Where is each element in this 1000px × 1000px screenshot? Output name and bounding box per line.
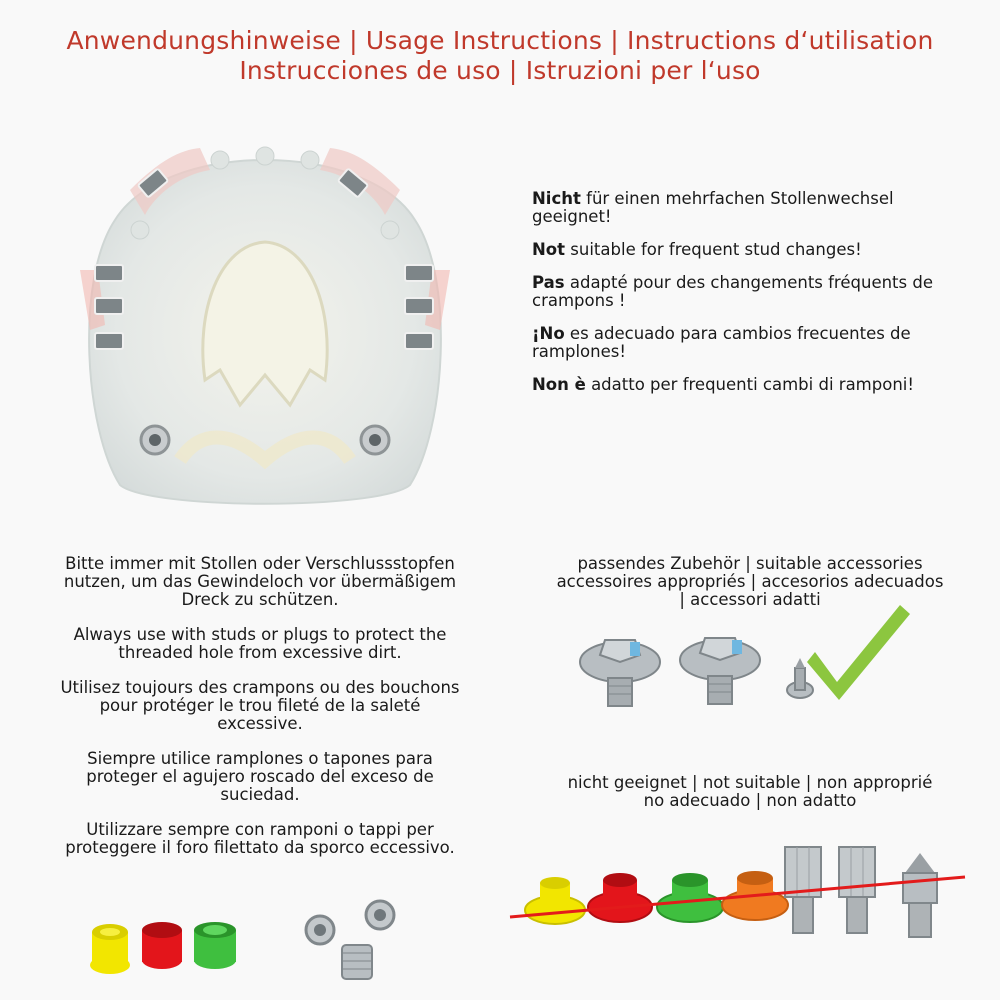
usage-de: Bitte immer mit Stollen oder Verschlussstopfen nutzen, um das Gewindeloch vor übermäßigem Dreck zu schützen. (63, 554, 457, 609)
plug-image (525, 877, 585, 924)
usage-es: Siempre utilice ramplones o tapones para proteger el agujero roscado del exceso de suciedad. (86, 749, 434, 804)
usage-it: Utilizzare sempre con ramponi o tappi per proteggere il foro filettato da sporco eccessivo. (65, 820, 455, 857)
title-line-2: Instrucciones de uso | Istruzioni per l‘uso (239, 56, 761, 85)
stud-image (580, 640, 660, 706)
plug-image (194, 922, 236, 969)
warning-de: Nicht für einen mehrfachen Stollenwechsel geeignet! (532, 189, 894, 226)
checkmark-icon (807, 605, 910, 700)
usage-block (55, 555, 465, 874)
accessories-line-3: | accessori adatti (679, 590, 821, 609)
warning-es: ¡No es adecuado para cambios frecuentes de ramplones! (532, 324, 911, 361)
stud-image (680, 638, 760, 704)
page-title (0, 26, 1000, 86)
warning-it: Non è adatto per frequenti cambi di ramponi! (532, 375, 914, 394)
not-suitable-heading (520, 774, 980, 810)
warning-en: Not suitable for frequent stud changes! (532, 240, 862, 259)
horseshoe-image (70, 130, 460, 525)
suitable-accessories-image (575, 600, 915, 715)
usage-fr: Utilisez toujours des crampons ou des bouchons pour protéger le trou fileté de la saleté excessive. (60, 678, 460, 733)
usage-en: Always use with studs or plugs to protect the threaded hole from excessive dirt. (73, 625, 447, 662)
warning-fr: Pas adapté pour des changements fréquents de crampons ! (532, 273, 933, 310)
accessories-line-2: accessoires appropriés | accesorios adecuados (556, 572, 944, 591)
stud-image (306, 901, 394, 979)
not-suitable-image (505, 835, 975, 945)
not-suitable-line-2: no adecuado | non adatto (643, 791, 857, 810)
plug-image (142, 922, 182, 969)
accessories-line-1: passendes Zubehör | suitable accessories (577, 554, 923, 573)
warnings-block (532, 190, 972, 409)
not-suitable-line-1: nicht geeignet | not suitable | non approprié (567, 773, 933, 792)
stud-image (839, 847, 875, 933)
plug-image (588, 873, 652, 922)
stud-image (903, 853, 937, 937)
title-line-1: Anwendungshinweise | Usage Instructions | Instructions d‘utilisation (66, 26, 934, 55)
plug-image (90, 924, 130, 974)
plug-image (657, 873, 723, 922)
suitable-plugs-image (80, 890, 420, 990)
